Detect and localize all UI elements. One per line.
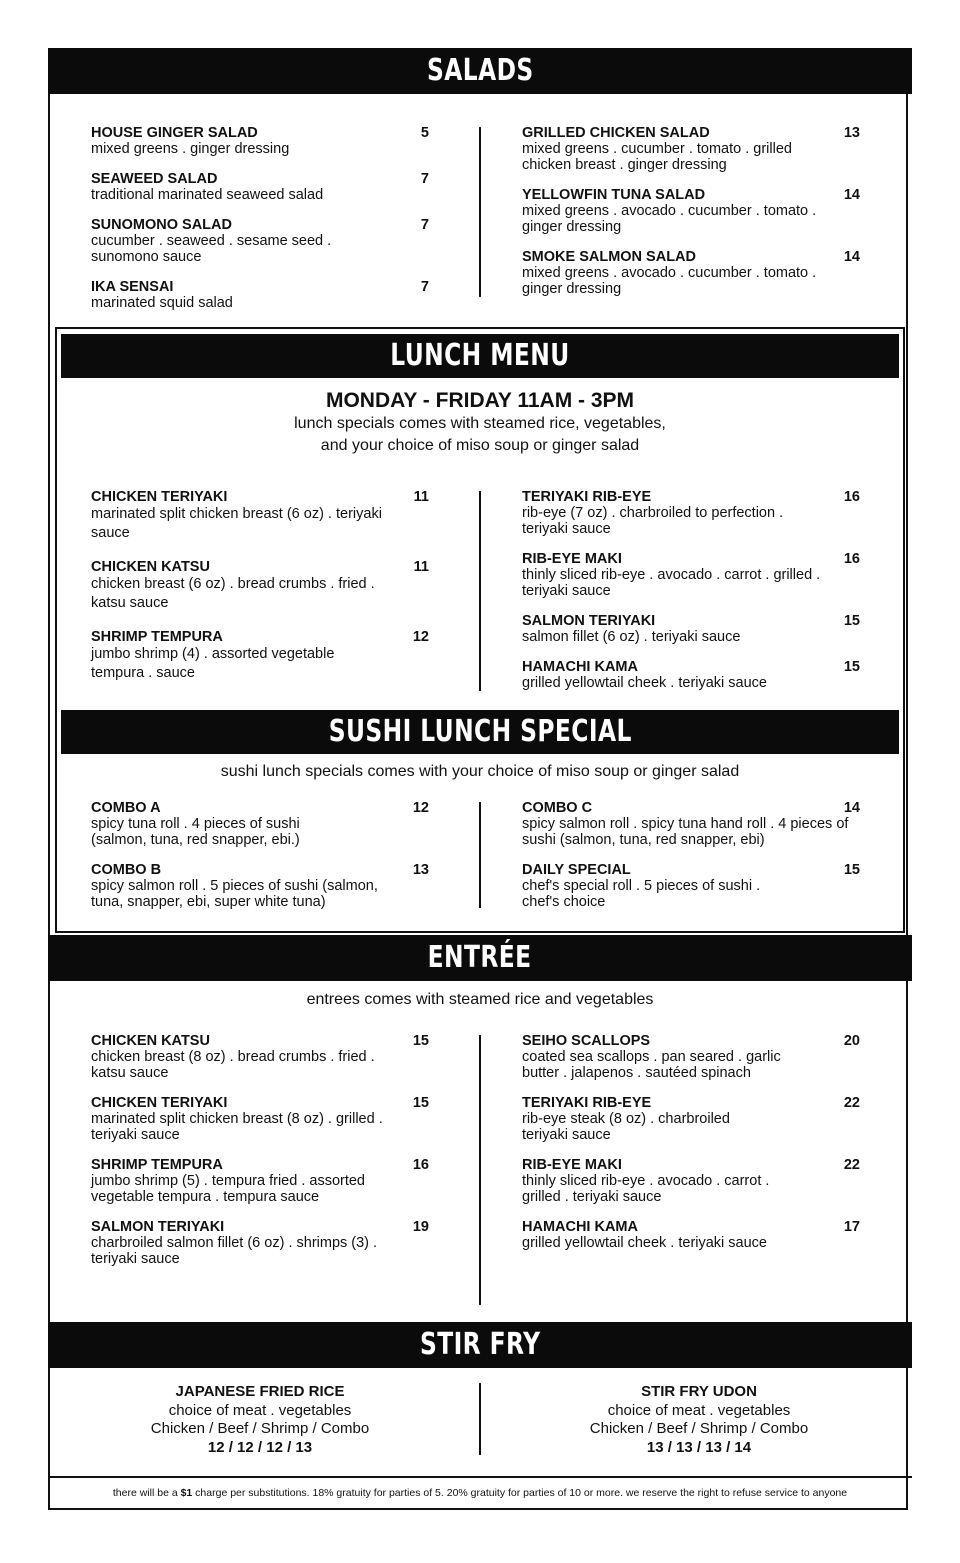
stirfry-banner <box>48 1322 912 1368</box>
item-price: 19 <box>412 1219 429 1235</box>
sushi-left-column <box>91 800 441 924</box>
item-desc: spicy salmon roll . spicy tuna hand roll . 4 pieces of sushi (salmon, tuna, red snapper, ebi) <box>522 816 849 848</box>
lunch-banner <box>61 334 899 378</box>
menu-item <box>522 551 872 599</box>
item-name: CHICKEN KATSU <box>91 1033 210 1049</box>
item-name: COMBO A <box>91 800 161 816</box>
menu-item <box>522 249 872 297</box>
item-name: CHICKEN KATSU <box>91 559 210 575</box>
menu-item <box>522 800 872 848</box>
item-options: Chicken / Beef / Shrimp / Combo <box>589 1420 809 1437</box>
item-desc: rib-eye (7 oz) . charbroiled to perfection . teriyaki sauce <box>522 505 784 537</box>
sushi-title: SUSHI LUNCH SPECIAL <box>328 714 632 749</box>
footer-charge: $1 <box>180 1487 193 1499</box>
item-desc: mixed greens . ginger dressing <box>91 141 290 157</box>
item-name: STIR FRY UDON <box>641 1383 757 1400</box>
menu-item <box>522 659 872 691</box>
item-price: 15 <box>843 862 860 878</box>
item-desc: marinated squid salad <box>91 295 233 311</box>
item-desc: rib-eye steak (8 oz) . charbroiled teriyaki sauce <box>522 1111 730 1143</box>
item-price: 14 <box>843 187 860 203</box>
item-desc: traditional marinated seaweed salad <box>91 187 324 203</box>
sushi-note: sushi lunch specials comes with your choice of miso soup or ginger salad <box>220 763 740 780</box>
menu-item <box>91 489 441 542</box>
item-price: 15 <box>412 1095 429 1111</box>
item-name: SALMON TERIYAKI <box>91 1219 225 1235</box>
item-desc: choice of meat . vegetables <box>168 1401 352 1419</box>
lunch-hours: MONDAY - FRIDAY 11AM - 3PM <box>325 389 635 412</box>
item-desc: spicy salmon roll . 5 pieces of sushi (salmon, tuna, snapper, ebi, super white tuna) <box>91 878 378 910</box>
salads-right-column <box>522 125 872 311</box>
item-desc: chicken breast (6 oz) . bread crumbs . fried . katsu sauce <box>91 576 375 611</box>
menu-item <box>522 1157 872 1205</box>
item-desc: thinly sliced rib-eye . avocado . carrot . grilled . teriyaki sauce <box>522 567 821 599</box>
item-name: GRILLED CHICKEN SALAD <box>522 125 710 141</box>
menu-item <box>91 279 441 311</box>
salads-title: SALADS <box>426 53 534 88</box>
lunch-note-1: lunch specials comes with steamed rice, vegetables, <box>294 415 666 432</box>
item-desc: grilled yellowtail cheek . teriyaki sauce <box>522 675 767 691</box>
item-name: CHICKEN TERIYAKI <box>91 1095 228 1111</box>
item-desc: spicy tuna roll . 4 pieces of sushi (salmon, tuna, red snapper, ebi.) <box>91 816 300 848</box>
menu-item <box>91 862 441 910</box>
item-desc: mixed greens . avocado . cucumber . tomato . ginger dressing <box>522 203 817 235</box>
item-price: 22 <box>843 1157 860 1173</box>
item-name: HAMACHI KAMA <box>522 659 638 675</box>
lunch-title: LUNCH MENU <box>390 338 570 373</box>
item-prices: 13 / 13 / 13 / 14 <box>646 1438 752 1456</box>
entree-banner <box>48 935 912 981</box>
menu-item <box>91 800 441 848</box>
item-price: 16 <box>412 1157 429 1173</box>
lunch-left-column <box>91 489 441 696</box>
item-name: RIB-EYE MAKI <box>522 1157 622 1173</box>
item-name: DAILY SPECIAL <box>522 862 631 878</box>
menu-item <box>91 629 441 682</box>
stirfry-left <box>50 1383 470 1457</box>
item-desc: cucumber . seaweed . sesame seed . sunomono sauce <box>91 233 332 265</box>
menu-item <box>91 171 441 203</box>
item-desc: mixed greens . cucumber . tomato . grilled chicken breast . ginger dressing <box>522 141 792 173</box>
item-price: 15 <box>412 1033 429 1049</box>
item-price: 11 <box>413 489 429 505</box>
sushi-right-column <box>522 800 872 924</box>
item-price: 11 <box>413 559 429 575</box>
item-price: 5 <box>420 125 429 141</box>
sushi-banner <box>61 710 899 754</box>
item-price: 13 <box>843 125 860 141</box>
entree-note: entrees comes with steamed rice and vegetables <box>306 991 654 1008</box>
footer-divider <box>48 1476 912 1478</box>
item-name: SEAWEED SALAD <box>91 171 218 187</box>
sushi-divider <box>479 802 481 908</box>
item-name: SUNOMONO SALAD <box>91 217 232 233</box>
menu-item <box>522 1095 872 1143</box>
item-options: Chicken / Beef / Shrimp / Combo <box>150 1420 370 1437</box>
item-desc: marinated split chicken breast (8 oz) . grilled . teriyaki sauce <box>91 1111 383 1143</box>
item-name: SALMON TERIYAKI <box>522 613 656 629</box>
item-name: COMBO C <box>522 800 593 816</box>
stirfry-title: STIR FRY <box>419 1327 541 1362</box>
salads-left-column <box>91 125 441 325</box>
menu-item <box>91 125 441 157</box>
item-price: 17 <box>843 1219 860 1235</box>
entree-title: ENTRÉE <box>428 940 532 975</box>
item-desc: chef's special roll . 5 pieces of sushi . chef's choice <box>522 878 761 910</box>
menu-item <box>522 862 872 910</box>
item-price: 20 <box>843 1033 860 1049</box>
item-price: 22 <box>843 1095 860 1111</box>
item-name: SHRIMP TEMPURA <box>91 1157 223 1173</box>
item-name: CHICKEN TERIYAKI <box>91 489 228 505</box>
item-price: 7 <box>420 217 429 233</box>
menu-item <box>522 187 872 235</box>
menu-item <box>91 559 441 612</box>
menu-item <box>91 1157 441 1205</box>
stirfry-divider <box>479 1383 481 1455</box>
item-price: 15 <box>843 613 860 629</box>
item-name: SMOKE SALMON SALAD <box>522 249 696 265</box>
item-desc: charbroiled salmon fillet (6 oz) . shrimps (3) . teriyaki sauce <box>91 1235 378 1267</box>
item-name: JAPANESE FRIED RICE <box>175 1383 345 1400</box>
item-name: HAMACHI KAMA <box>522 1219 638 1235</box>
item-price: 14 <box>843 249 860 265</box>
footer-note <box>48 1487 912 1499</box>
item-name: COMBO B <box>91 862 162 878</box>
item-price: 7 <box>420 171 429 187</box>
item-desc: salmon fillet (6 oz) . teriyaki sauce <box>522 629 741 645</box>
lunch-divider <box>479 491 481 691</box>
item-desc: jumbo shrimp (4) . assorted vegetable tempura . sauce <box>91 646 335 681</box>
lunch-note-2: and your choice of miso soup or ginger salad <box>320 437 640 454</box>
entree-left-column <box>91 1033 441 1281</box>
item-name: YELLOWFIN TUNA SALAD <box>522 187 706 203</box>
item-desc: chicken breast (8 oz) . bread crumbs . fried . katsu sauce <box>91 1049 375 1081</box>
item-name: RIB-EYE MAKI <box>522 551 622 567</box>
item-desc: marinated split chicken breast (6 oz) . teriyaki sauce <box>91 506 382 541</box>
item-desc: jumbo shrimp (5) . tempura fried . assorted vegetable tempura . tempura sauce <box>91 1173 365 1205</box>
entree-divider <box>479 1035 481 1305</box>
item-price: 12 <box>412 800 429 816</box>
item-desc: thinly sliced rib-eye . avocado . carrot . grilled . teriyaki sauce <box>522 1173 770 1205</box>
menu-item <box>522 489 872 537</box>
item-desc: choice of meat . vegetables <box>607 1401 791 1419</box>
menu-item <box>91 1219 441 1267</box>
item-desc: coated sea scallops . pan seared . garlic butter . jalapenos . sautéed spinach <box>522 1049 781 1081</box>
item-price: 7 <box>420 279 429 295</box>
item-price: 16 <box>843 489 860 505</box>
menu-item <box>91 217 441 265</box>
item-price: 15 <box>843 659 860 675</box>
menu-item <box>522 125 872 173</box>
item-price: 16 <box>843 551 860 567</box>
item-name: SEIHO SCALLOPS <box>522 1033 651 1049</box>
item-name: SHRIMP TEMPURA <box>91 629 223 645</box>
item-price: 13 <box>412 862 429 878</box>
menu-item <box>91 1033 441 1081</box>
item-desc: grilled yellowtail cheek . teriyaki sauce <box>522 1235 767 1251</box>
menu-item <box>522 1219 872 1251</box>
item-name: HOUSE GINGER SALAD <box>91 125 258 141</box>
lunch-right-column <box>522 489 872 705</box>
footer-text-pre: there will be a <box>112 1487 181 1499</box>
item-desc: mixed greens . avocado . cucumber . tomato . ginger dressing <box>522 265 817 297</box>
menu-item <box>522 613 872 645</box>
item-name: TERIYAKI RIB-EYE <box>522 1095 652 1111</box>
menu-item <box>91 1095 441 1143</box>
stirfry-right <box>489 1383 909 1457</box>
item-prices: 12 / 12 / 12 / 13 <box>207 1438 313 1456</box>
salads-divider <box>479 127 481 297</box>
item-price: 12 <box>412 629 429 645</box>
salads-banner <box>48 48 912 94</box>
item-name: IKA SENSAI <box>91 279 174 295</box>
footer-text-post: charge per substitutions. 18% gratuity for parties of 5. 20% gratuity for parties of 10 or more. we reserve the right to refuse service to anyone <box>192 1487 848 1499</box>
item-name: TERIYAKI RIB-EYE <box>522 489 652 505</box>
entree-right-column <box>522 1033 872 1265</box>
item-price: 14 <box>843 800 860 816</box>
menu-item <box>522 1033 872 1081</box>
